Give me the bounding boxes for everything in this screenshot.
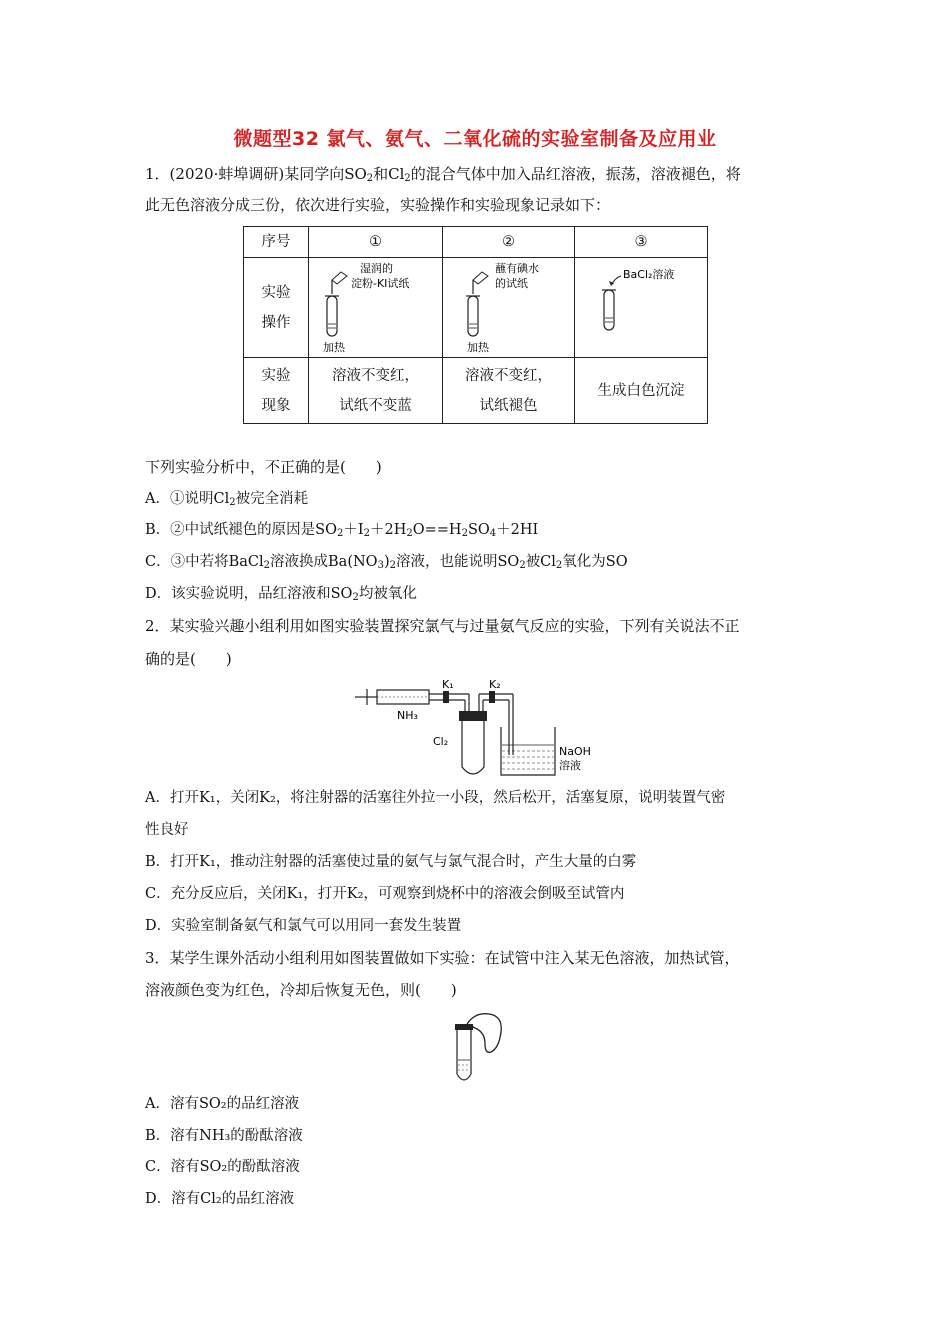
q1-stem-line2: 此无色溶液分成三份，依次进行实验，实验操作和实验现象记录如下： [145, 196, 611, 214]
q1-option-d: D．该实验说明，品红溶液和$SO_2$均被氧化 [145, 586, 417, 603]
header-2: ② [502, 234, 515, 250]
q2-stem-line2: 确的是( ) [145, 650, 232, 668]
test-tube-iodine-paper-figure [443, 258, 574, 357]
q1-option-b: B．②中试纸褪色的原因是$SO_2+I_2+2H_2O==H_2SO_4+2HI$ [145, 522, 539, 539]
test-tube-bacl2-figure [575, 258, 707, 357]
result-2-line1: 溶液不变红， [465, 367, 552, 384]
result-1-line1: 溶液不变红， [332, 367, 419, 384]
header-3: ③ [634, 234, 648, 250]
q2-option-a-line1: A．打开K₁，关闭K₂，将注射器的活塞往外拉一小段，然后松开，活塞复原，说明装置气密 [145, 790, 726, 806]
k2-label: K₂ [489, 678, 501, 691]
res-label-1: 实验 [261, 367, 291, 384]
q3-option-a: A．溶有SO₂的品红溶液 [145, 1096, 300, 1112]
img2-label-2: 的试纸 [495, 277, 528, 290]
q3-stem-line2: 溶液颜色变为红色，冷却后恢复无色，则( ) [145, 981, 457, 999]
syringe-apparatus-figure [355, 675, 605, 785]
q1-option-a: A．①说明$Cl_2$被完全消耗 [145, 491, 309, 508]
img2-heat-label: 加热 [467, 341, 489, 354]
test-tube-ki-paper-figure [309, 258, 442, 357]
naoh-label: NaOH [559, 745, 591, 758]
q2-option-a-line2: 性良好 [145, 822, 189, 838]
q2-stem-line1: 2．某实验兴趣小组利用如图实验装置探究氯气与过量氨气反应的实验，下列有关说法不正 [145, 617, 740, 635]
q1-option-c: C．③中若将BaCl$_2$溶液换成$Ba(NO_3)_2$溶液，也能说明$SO_2$被$Cl_2$氧化为SO [145, 554, 628, 571]
img1-label-2: 淀粉-KI试纸 [351, 277, 410, 290]
img1-heat-label: 加热 [323, 341, 345, 354]
img1-label-1: 湿润的 [360, 262, 393, 275]
q3-stem-line1: 3．某学生课外活动小组利用如图装置做如下实验：在试管中注入某无色溶液，加热试管， [145, 949, 740, 967]
q3-option-b: B．溶有NH₃的酚酞溶液 [145, 1128, 303, 1144]
q1-stem-line1: 1．(2020·蚌埠调研)某同学向$SO_2$和$Cl_2$的混合气体中加入品红溶液，振荡，溶液褪色，将 [145, 165, 741, 184]
op-label-2: 操作 [261, 314, 291, 331]
q3-option-d: D．溶有Cl₂的品红溶液 [145, 1191, 295, 1207]
sealed-test-tube-balloon-figure [445, 1008, 515, 1086]
result-3: 生成白色沉淀 [597, 382, 685, 399]
experiment-table [243, 226, 708, 424]
res-label-2: 现象 [261, 397, 291, 414]
nh3-label: NH₃ [397, 709, 418, 722]
solution-label: 溶液 [559, 759, 581, 772]
q1-question: 下列实验分析中，不正确的是( ) [145, 458, 382, 476]
img3-label: BaCl₂溶液 [623, 268, 675, 281]
q2-option-b: B．打开K₁，推动注射器的活塞使过量的氨气与氯气混合时，产生大量的白雾 [145, 854, 637, 870]
op-label-1: 实验 [261, 284, 291, 301]
cl2-label: Cl₂ [433, 735, 449, 748]
img2-label-1: 蘸有碘水 [495, 262, 539, 275]
header-1: ① [369, 234, 382, 250]
result-1-line2: 试纸不变蓝 [339, 397, 412, 414]
result-2-line2: 试纸褪色 [479, 397, 538, 414]
q3-option-c: C．溶有SO₂的酚酞溶液 [145, 1159, 300, 1175]
q2-option-d: D．实验室制备氨气和氯气可以用同一套发生装置 [145, 918, 462, 934]
q2-option-c: C．充分反应后，关闭K₁，打开K₂，可观察到烧杯中的溶液会倒吸至试管内 [145, 886, 625, 902]
k1-label: K₁ [442, 678, 454, 691]
header-index: 序号 [261, 234, 291, 250]
page-title: 微题型32 氯气、氨气、二氧化硫的实验室制备及应用业 [233, 128, 717, 150]
